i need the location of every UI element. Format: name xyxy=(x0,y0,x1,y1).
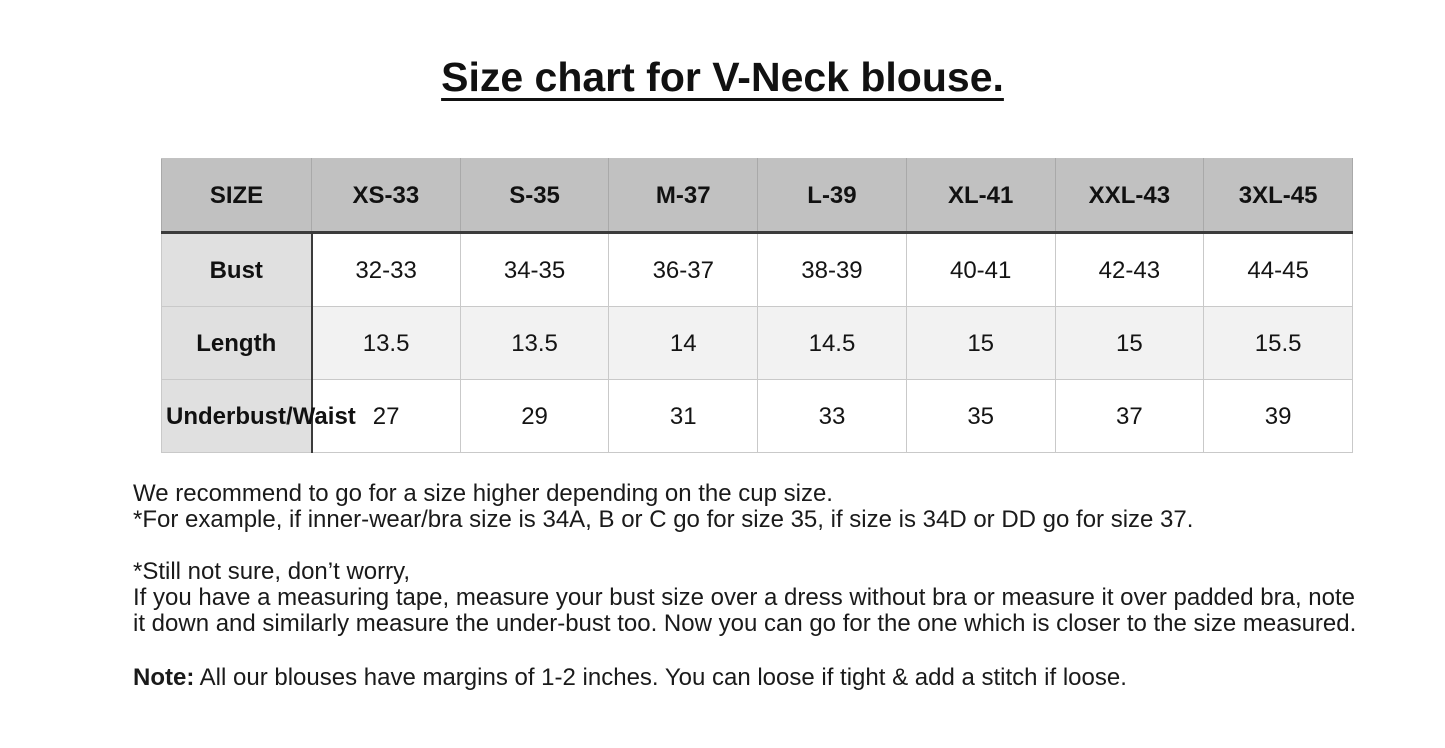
table-cell: 34-35 xyxy=(460,233,609,307)
measuring-paragraph xyxy=(133,559,1445,637)
note-line: *For example, if inner-wear/bra size is 34A, B or C go for size 35, if size is 34D or DD go for size 37. xyxy=(133,506,1194,533)
table-cell: 35 xyxy=(906,380,1055,453)
column-header-xs: XS-33 xyxy=(312,159,461,233)
table-cell: 33 xyxy=(758,380,907,453)
row-label-underbust-waist: Underbust/Waist xyxy=(162,380,312,453)
page-title: Size chart for V-Neck blouse. xyxy=(441,54,1004,100)
note-text: All our blouses have margins of 1-2 inches. You can loose if tight & add a stitch if loose. xyxy=(194,664,1127,691)
table-cell: 14 xyxy=(609,307,758,380)
column-header-3xl: 3XL-45 xyxy=(1204,159,1353,233)
table-cell: 31 xyxy=(609,380,758,453)
column-header-xxl: XXL-43 xyxy=(1055,159,1204,233)
notes-section xyxy=(133,481,1445,691)
note-line: We recommend to go for a size higher depending on the cup size. xyxy=(133,480,833,507)
table-row-underbust-waist xyxy=(162,380,1353,453)
margin-note-paragraph xyxy=(133,665,1445,691)
note-line: If you have a measuring tape, measure your bust size over a dress without bra or measure it over padded bra, note xyxy=(133,584,1355,611)
header-row xyxy=(162,159,1353,233)
row-label-bust: Bust xyxy=(162,233,312,307)
table-cell: 38-39 xyxy=(758,233,907,307)
table-cell: 40-41 xyxy=(906,233,1055,307)
table-row-length xyxy=(162,307,1353,380)
table-cell: 27 xyxy=(312,380,461,453)
table-cell: 15 xyxy=(1055,307,1204,380)
table-cell: 15 xyxy=(906,307,1055,380)
table-row-bust xyxy=(162,233,1353,307)
table-cell: 15.5 xyxy=(1204,307,1353,380)
table-cell: 14.5 xyxy=(758,307,907,380)
note-line: *Still not sure, don’t worry, xyxy=(133,558,410,585)
column-header-xl: XL-41 xyxy=(906,159,1055,233)
table-cell: 39 xyxy=(1204,380,1353,453)
column-header-l: L-39 xyxy=(758,159,907,233)
table-cell: 32-33 xyxy=(312,233,461,307)
recommendation-paragraph xyxy=(133,481,1445,533)
row-label-length: Length xyxy=(162,307,312,380)
column-header-size: SIZE xyxy=(162,159,312,233)
column-header-s: S-35 xyxy=(460,159,609,233)
table-cell: 13.5 xyxy=(460,307,609,380)
table-cell: 36-37 xyxy=(609,233,758,307)
table-cell: 29 xyxy=(460,380,609,453)
note-label: Note: xyxy=(133,664,195,691)
table-cell: 44-45 xyxy=(1204,233,1353,307)
note-line: it down and similarly measure the under-bust too. Now you can go for the one which is closer to the size measured. xyxy=(133,610,1357,637)
size-chart-table xyxy=(161,158,1353,453)
table-cell: 13.5 xyxy=(312,307,461,380)
table-cell: 37 xyxy=(1055,380,1204,453)
table-cell: 42-43 xyxy=(1055,233,1204,307)
column-header-m: M-37 xyxy=(609,159,758,233)
